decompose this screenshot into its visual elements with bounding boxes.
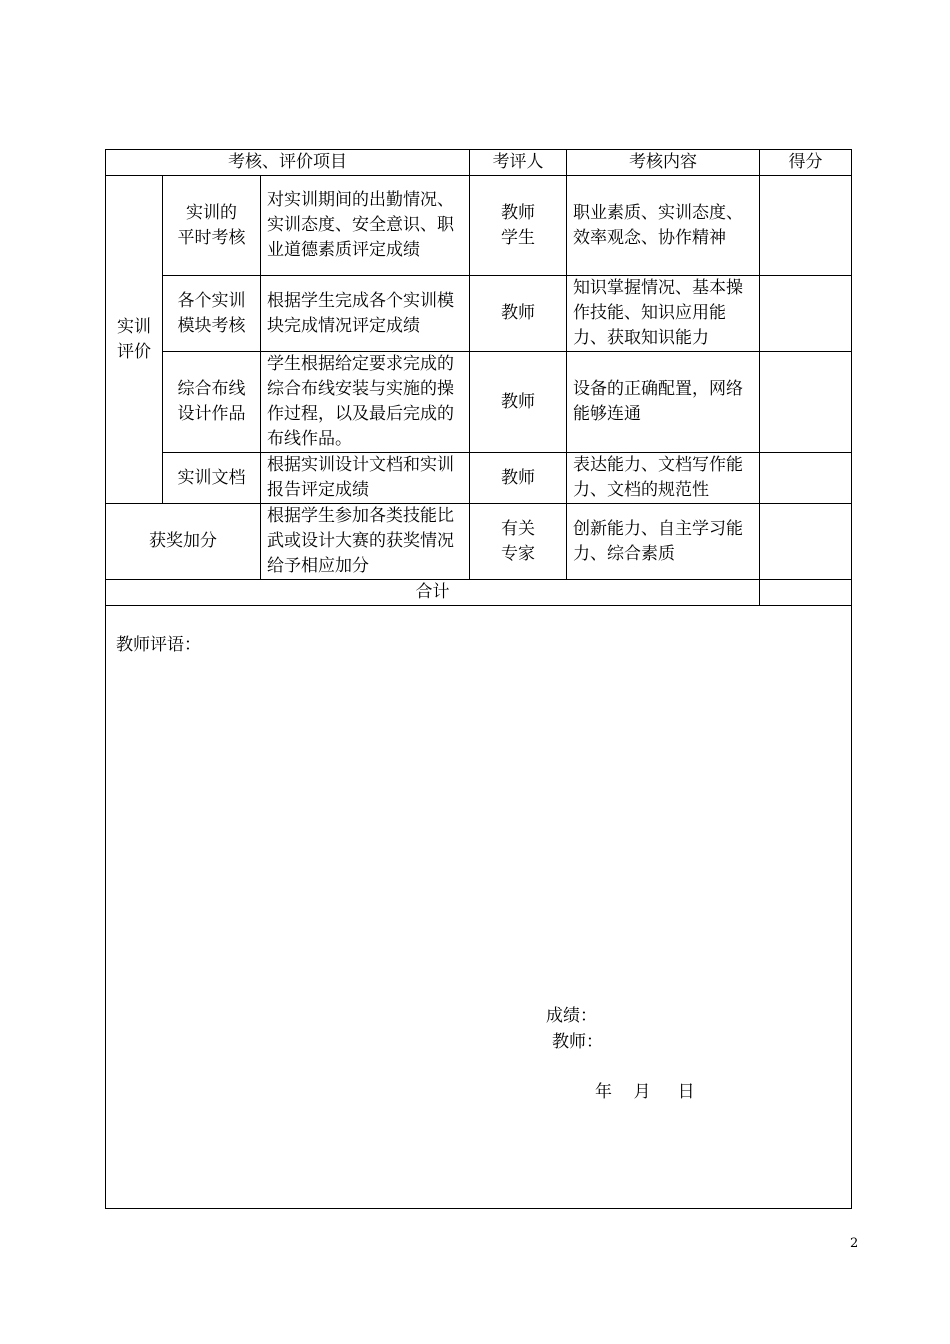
row-score	[760, 276, 852, 352]
award-score	[760, 504, 852, 580]
row-score	[760, 176, 852, 276]
award-criteria: 根据学生参加各类技能比武或设计大赛的获奖情况给予相应加分	[261, 504, 470, 580]
total-label: 合计	[106, 580, 760, 606]
row-item: 综合布线 设计作品	[163, 352, 261, 453]
row-evaluator: 教师	[470, 453, 567, 504]
total-row	[106, 580, 852, 606]
group-label: 实训 评价	[106, 176, 163, 504]
comment-label: 教师评语：	[116, 635, 201, 655]
row-score	[760, 453, 852, 504]
row-content: 表达能力、文档写作能力、文档的规范性	[567, 453, 760, 504]
table-row	[106, 276, 852, 352]
row-item: 各个实训 模块考核	[163, 276, 261, 352]
row-criteria: 学生根据给定要求完成的综合布线安装与实施的操作过程，以及最后完成的布线作品。	[261, 352, 470, 453]
page-number: 2	[850, 1236, 859, 1251]
award-evaluator: 有关 专家	[470, 504, 567, 580]
row-criteria: 根据学生完成各个实训模块完成情况评定成绩	[261, 276, 470, 352]
award-item: 获奖加分	[106, 504, 261, 580]
header-score: 得分	[760, 150, 852, 176]
teacher-label: 教师：	[552, 1032, 603, 1052]
comment-box	[106, 606, 851, 1208]
award-content: 创新能力、自主学习能力、综合素质	[567, 504, 760, 580]
header-evaluator: 考评人	[470, 150, 567, 176]
row-criteria: 对实训期间的出勤情况、实训态度、安全意识、职业道德素质评定成绩	[261, 176, 470, 276]
row-item: 实训的 平时考核	[163, 176, 261, 276]
award-row	[106, 504, 852, 580]
total-score	[760, 580, 852, 606]
table-row	[106, 176, 852, 276]
score-label: 成绩：	[546, 1006, 597, 1026]
row-item: 实训文档	[163, 453, 261, 504]
table-row	[106, 352, 852, 453]
header-content: 考核内容	[567, 150, 760, 176]
row-content: 设备的正确配置，网络能够连通	[567, 352, 760, 453]
header-row	[106, 150, 852, 176]
row-content: 职业素质、实训态度、效率观念、协作精神	[567, 176, 760, 276]
row-score	[760, 352, 852, 453]
row-content: 知识掌握情况、基本操作技能、知识应用能力、获取知识能力	[567, 276, 760, 352]
row-evaluator: 教师 学生	[470, 176, 567, 276]
row-evaluator: 教师	[470, 352, 567, 453]
header-item: 考核、评价项目	[106, 150, 470, 176]
row-evaluator: 教师	[470, 276, 567, 352]
row-criteria: 根据实训设计文档和实训报告评定成绩	[261, 453, 470, 504]
comment-row	[106, 606, 852, 1209]
comment-cell	[106, 606, 852, 1209]
table-row	[106, 453, 852, 504]
evaluation-table	[105, 149, 852, 1209]
date-line: 年 月 日	[595, 1082, 695, 1102]
